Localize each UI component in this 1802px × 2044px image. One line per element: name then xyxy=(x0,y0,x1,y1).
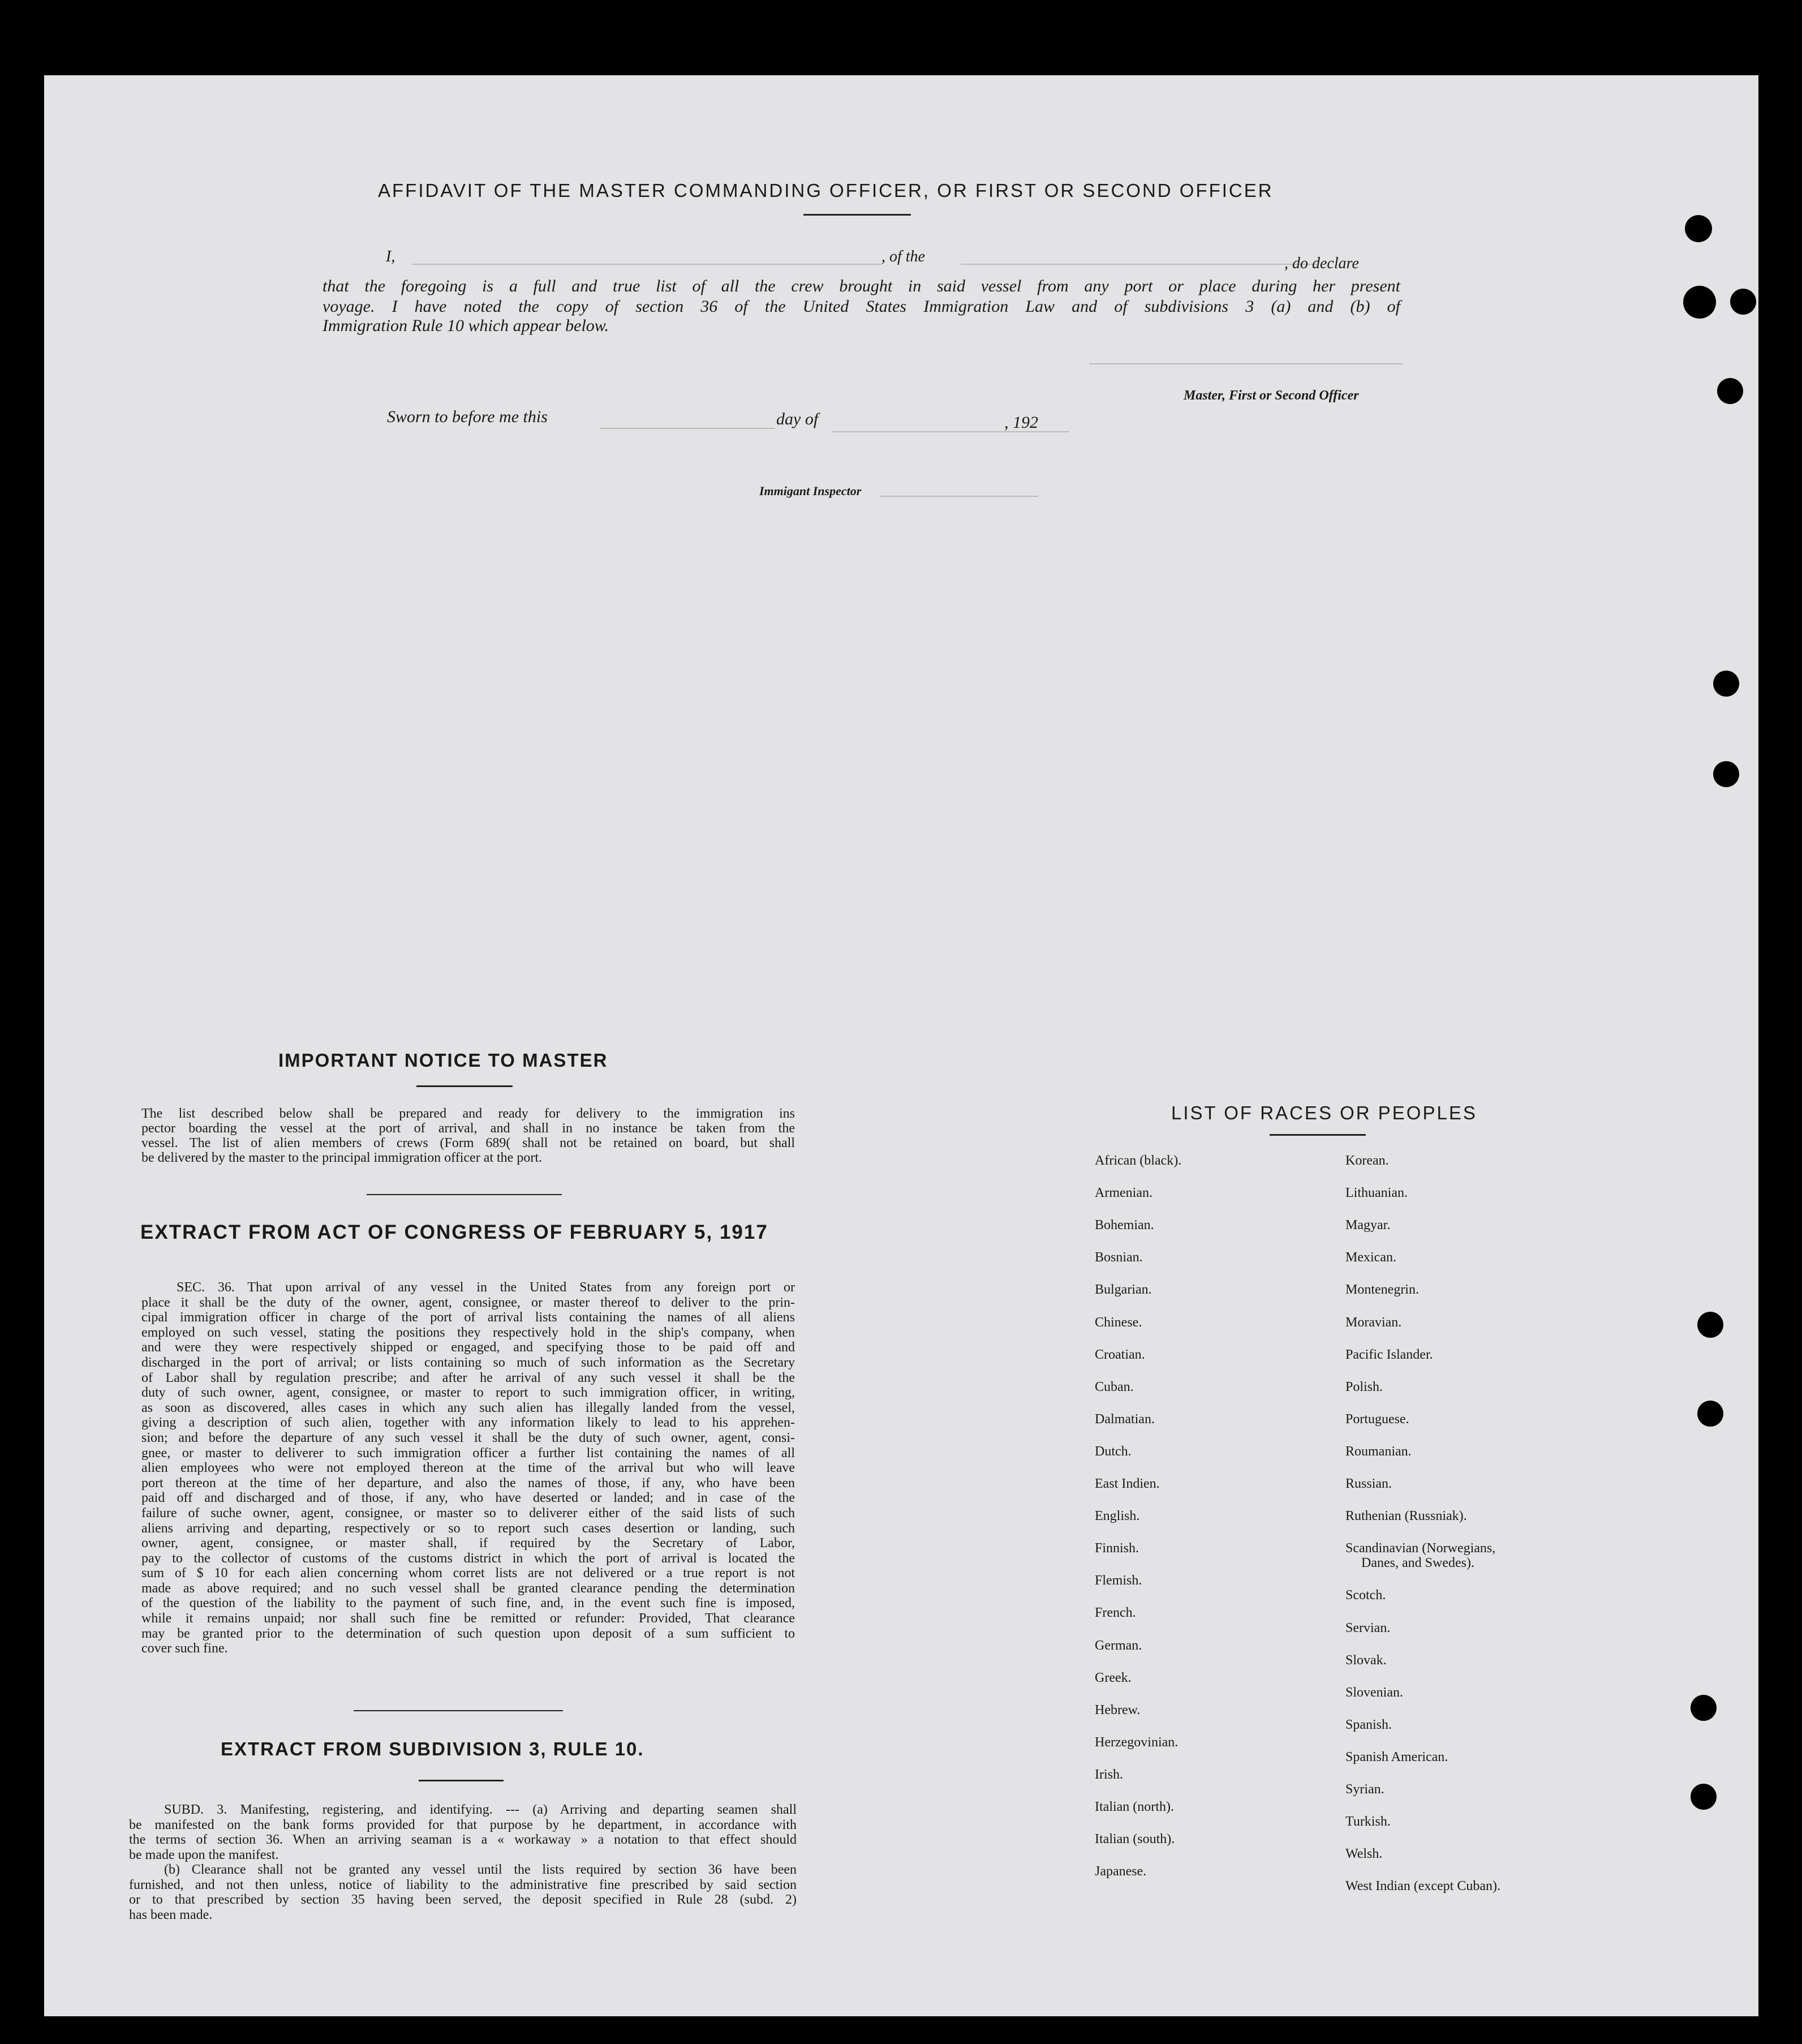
race-item: Magyar. xyxy=(1345,1218,1391,1233)
race-item: Russian. xyxy=(1345,1476,1392,1491)
binder-hole xyxy=(1713,761,1739,787)
race-item: Herzegovinian. xyxy=(1095,1734,1179,1750)
race-item: Slovenian. xyxy=(1345,1685,1403,1700)
divider xyxy=(367,1194,562,1195)
subdivision-line: the terms of section 36. When an arriving seaman is a « workaway » a notation to that effect should xyxy=(129,1832,797,1847)
race-item: Turkish. xyxy=(1345,1814,1391,1830)
race-item: Portuguese. xyxy=(1345,1411,1409,1427)
day-of-text: day of xyxy=(776,410,819,428)
race-item: English. xyxy=(1095,1509,1140,1524)
act-line: as soon as discovered, alles cases in which any such alien has illegally landed from the vessel, xyxy=(141,1400,795,1415)
race-item: Irish. xyxy=(1095,1767,1123,1782)
binder-hole xyxy=(1697,1312,1723,1338)
act-body xyxy=(141,1280,795,1656)
act-line: paid off and discharged and of those, if any, who have deserted or landed; and in case of the xyxy=(141,1491,795,1506)
notice-title: IMPORTANT NOTICE TO MASTER xyxy=(278,1050,608,1071)
name-line xyxy=(412,264,881,265)
notice-line-4: be delivered by the master to the principal immigration officer at the port. xyxy=(141,1150,542,1165)
notice-line-3: vessel. The list of alien members of crews (Form 689( shall not be retained on board, but shall xyxy=(141,1136,795,1150)
race-item: Spanish American. xyxy=(1345,1749,1448,1764)
race-item: Cuban. xyxy=(1095,1379,1134,1394)
divider xyxy=(416,1085,513,1087)
race-item: French. xyxy=(1095,1605,1136,1621)
race-item: Montenegrin. xyxy=(1345,1282,1419,1298)
binder-hole xyxy=(1713,671,1739,697)
act-line: SEC. 36. That upon arrival of any vessel in the United States from any foreign port or xyxy=(177,1280,795,1295)
race-item: Bulgarian. xyxy=(1095,1282,1152,1298)
race-item: Flemish. xyxy=(1095,1573,1142,1588)
races-title: LIST OF RACES OR PEOPLES xyxy=(1171,1102,1477,1123)
race-item: Scandinavian (Norwegians, xyxy=(1345,1541,1496,1556)
binder-hole xyxy=(1691,1695,1717,1721)
race-item: Servian. xyxy=(1345,1620,1391,1635)
binder-hole xyxy=(1730,289,1756,315)
act-line: made as above required; and no such vessel shall be granted clearance pending the determination xyxy=(141,1581,795,1596)
divider xyxy=(803,214,911,216)
act-line: aliens arriving and departing, respectively or so to report such cases desertion or landing, such xyxy=(141,1521,795,1536)
sworn-day-line xyxy=(600,428,775,429)
race-item: West Indian (except Cuban). xyxy=(1345,1879,1500,1894)
act-line: cipal immigration officer in charge of the port of arrival lists containing the names of all aliens xyxy=(141,1310,795,1325)
race-item: Italian (south). xyxy=(1095,1832,1175,1847)
act-line: failure of suche owner, agent, consignee, or master so to deliverer either of the said lists of such xyxy=(141,1505,795,1521)
race-item: Chinese. xyxy=(1095,1315,1142,1330)
act-line: owner, agent, consignee, or master shall, if required by the Secretary of Labor, xyxy=(141,1536,795,1551)
race-item: Greek. xyxy=(1095,1670,1132,1685)
race-item: Moravian. xyxy=(1345,1315,1402,1330)
notice-line-1: The list described below shall be prepared and ready for delivery to the immigration ins xyxy=(141,1106,795,1121)
race-item: Japanese. xyxy=(1095,1864,1147,1879)
notice-line-2: pector boarding the vessel at the port of arrival, and shall in no instance be taken from the xyxy=(141,1121,795,1136)
subdivision-line: (b) Clearance shall not be granted any vessel until the lists required by section 36 have been xyxy=(164,1862,797,1877)
form-sheet xyxy=(44,75,1758,2016)
affidavit-line-2: voyage. I have noted the copy of section 36 of the United States Immigration Law and of subdivisions 3 (a) and (b) of xyxy=(322,297,1400,316)
act-line: of Labor shall by regulation prescribe; and after he arrival of any such vessel it shall be the xyxy=(141,1370,795,1385)
inspector-caption: Immigant Inspector xyxy=(759,484,862,498)
race-item: Hebrew. xyxy=(1095,1702,1141,1717)
divider xyxy=(354,1710,563,1711)
race-item: Syrian. xyxy=(1345,1782,1384,1797)
race-item: Korean. xyxy=(1345,1153,1389,1168)
affidavit-i: I, xyxy=(386,248,395,265)
affidavit-title: AFFIDAVIT OF THE MASTER COMMANDING OFFICER, OR FIRST OR SECOND OFFICER xyxy=(378,180,1274,201)
race-item: Danes, and Swedes). xyxy=(1361,1556,1474,1571)
race-item: Bohemian. xyxy=(1095,1218,1154,1233)
affidavit-line-3: Immigration Rule 10 which appear below. xyxy=(322,316,609,335)
binder-hole xyxy=(1697,1401,1723,1427)
act-line: discharged in the port of arrival; or lists containing so much of such information as the Secretary xyxy=(141,1355,795,1370)
act-line: sion; and before the departure of any such vessel it shall be the duty of such owner, agent, consi- xyxy=(141,1430,795,1445)
race-item: Welsh. xyxy=(1345,1847,1383,1862)
race-item: Bosnian. xyxy=(1095,1250,1143,1265)
act-line: may be granted prior to the determination of such question upon deposit of a sum sufficient to xyxy=(141,1626,795,1641)
subdivision-line: furnished, and not then unless, notice of liability to the administrative fine prescribed by said section xyxy=(129,1877,797,1892)
signature-caption: Master, First or Second Officer xyxy=(1184,388,1359,403)
act-line: alien employees who were not employed thereon at the time of the arrival but who will leave xyxy=(141,1461,795,1476)
subdivision-title: EXTRACT FROM SUBDIVISION 3, RULE 10. xyxy=(221,1738,644,1759)
inspector-line xyxy=(880,496,1038,497)
act-line: employed on such vessel, stating the positions they respectively hold in the ship's company, when xyxy=(141,1325,795,1340)
race-item: Dalmatian. xyxy=(1095,1411,1155,1427)
binder-hole xyxy=(1683,286,1716,319)
binder-hole xyxy=(1717,378,1743,404)
subdivision-line: be manifested on the bank forms provided for that purpose by he department, in accordance with xyxy=(129,1817,797,1832)
act-line: and were they were respectively shipped or engaged, and specifying those to be paid off and xyxy=(141,1340,795,1355)
act-line: sum of $ 10 for each alien concerning whom corret lists are not delivered or a true report is not xyxy=(141,1566,795,1581)
act-line: cover such fine. xyxy=(141,1641,228,1656)
subdivision-line: or to that prescribed by section 35 having been served, the deposit specified in Rule 28 (subd. 2) xyxy=(129,1892,797,1907)
race-item: African (black). xyxy=(1095,1153,1182,1168)
race-item: Italian (north). xyxy=(1095,1800,1174,1814)
subdivision-line: has been made. xyxy=(129,1907,213,1922)
race-item: German. xyxy=(1095,1638,1142,1653)
race-item: Roumanian. xyxy=(1345,1444,1412,1459)
divider xyxy=(419,1780,504,1781)
year-text: , 192 xyxy=(1004,413,1038,432)
affidavit-line-1: that the foregoing is a full and true list of all the crew brought in said vessel from any port or place during her present xyxy=(322,277,1400,295)
act-line: while it remains unpaid; nor shall such fine be remitted or refunder: Provided, That clearance xyxy=(141,1611,795,1626)
race-item: Croatian. xyxy=(1095,1347,1145,1362)
affidavit-do-declare: , do declare xyxy=(1284,255,1359,272)
subdivision-body xyxy=(129,1802,797,1922)
vessel-line xyxy=(961,264,1317,265)
race-item: Slovak. xyxy=(1345,1652,1387,1668)
race-item: Dutch. xyxy=(1095,1444,1132,1459)
act-title: EXTRACT FROM ACT OF CONGRESS OF FEBRUARY 5, 1917 xyxy=(140,1221,768,1243)
act-line: place it shall be the duty of the owner, agent, consignee, or master thereof to deliver to the prin- xyxy=(141,1295,795,1310)
race-item: Armenian. xyxy=(1095,1186,1152,1201)
binder-hole xyxy=(1691,1784,1717,1810)
divider xyxy=(1270,1134,1366,1136)
act-line: pay to the collector of customs of the customs district in which the port of arrival is located the xyxy=(141,1551,795,1566)
act-line: giving a description of such alien, together with any information likely to lead to his apprehen- xyxy=(141,1415,795,1431)
race-item: Pacific Islander. xyxy=(1345,1347,1433,1362)
affidavit-of-the: , of the xyxy=(881,248,925,265)
act-line: port thereon at the time of her departure, and also the names of those, if any, who have been xyxy=(141,1475,795,1491)
binder-hole xyxy=(1685,215,1712,242)
act-line: gnee, or master to deliverer to such immigration officer a further list containing the names of all xyxy=(141,1445,795,1461)
signature-line xyxy=(1089,363,1403,364)
race-item: Lithuanian. xyxy=(1345,1186,1408,1201)
act-line: of the question of the liability to the payment of such fine, and, in the event such fine is imposed, xyxy=(141,1596,795,1611)
subdivision-line: be made upon the manifest. xyxy=(129,1847,279,1862)
subdivision-line: SUBD. 3. Manifesting, registering, and identifying. --- (a) Arriving and departing seamen shall xyxy=(164,1802,797,1817)
race-item: Spanish. xyxy=(1345,1717,1392,1732)
race-item: East Indien. xyxy=(1095,1476,1160,1491)
sworn-text: Sworn to before me this xyxy=(387,407,548,426)
race-item: Finnish. xyxy=(1095,1541,1139,1556)
race-item: Mexican. xyxy=(1345,1250,1396,1265)
race-item: Ruthenian (Russniak). xyxy=(1345,1509,1467,1524)
race-item: Polish. xyxy=(1345,1379,1383,1394)
race-item: Scotch. xyxy=(1345,1588,1386,1603)
act-line: duty of such owner, agent, consignee, or master to report to such immigration officer, in writing, xyxy=(141,1385,795,1401)
